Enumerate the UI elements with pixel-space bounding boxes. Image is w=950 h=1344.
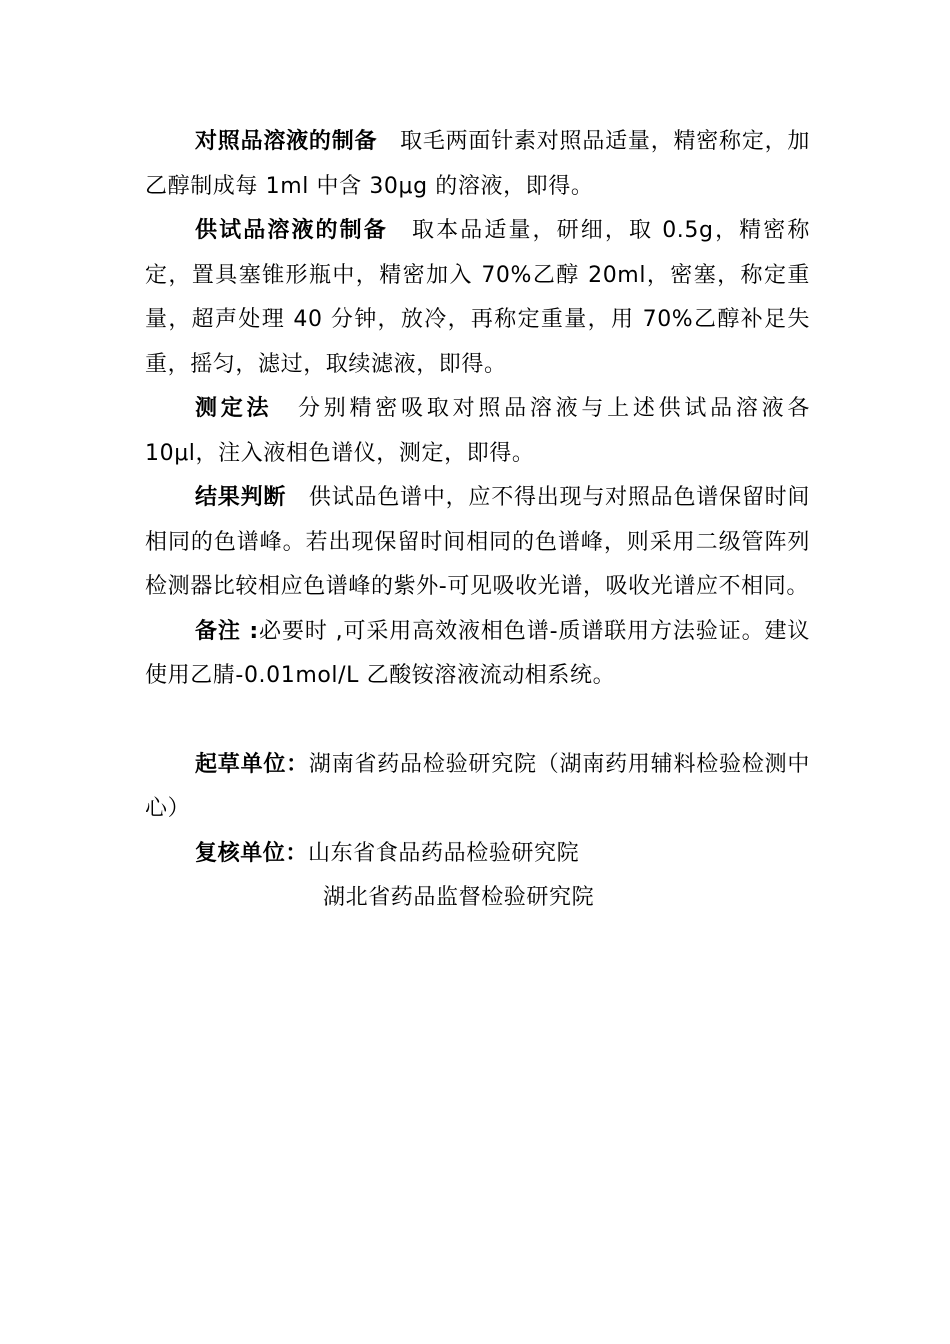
section-result-judgment xyxy=(145,476,810,610)
drafting-unit-text: 湖南省药品检验研究院（湖南药用辅料检验检测中心） xyxy=(145,751,810,821)
section-label: 对照品溶液的制备 xyxy=(195,129,378,154)
review-org-2: 湖北省药品监督检验研究院 xyxy=(323,885,595,910)
section-label: 备注 : xyxy=(195,618,259,644)
drafting-unit-label: 起草单位： xyxy=(195,751,309,777)
section-label: 测定法 xyxy=(195,396,273,421)
spacer xyxy=(145,699,810,743)
section-reference-solution xyxy=(145,120,810,209)
drafting-unit xyxy=(145,743,810,832)
section-text: 取本品适量，研细，取 0.5g，精密称定，置具塞锥形瓶中，精密加入 70%乙醇 20ml，密塞，称定重量，超声处理 40 分钟，放冷，再称定重量，用 70%乙醇补足失重，摇匀，滤过，取续滤液，即得。 xyxy=(145,218,810,377)
section-test-solution xyxy=(145,209,810,387)
review-org-1: 山东省食品药品检验研究院 xyxy=(308,840,580,866)
section-remarks xyxy=(145,610,810,699)
section-text: 取毛两面针素对照品适量，精密称定，加乙醇制成每 1ml 中含 30μg 的溶液，即得。 xyxy=(145,129,810,199)
review-unit-label: 复核单位： xyxy=(195,840,309,866)
section-text: 分别精密吸取对照品溶液与上述供试品溶液各 10μl，注入液相色谱仪，测定，即得。 xyxy=(145,396,810,466)
section-label: 供试品溶液的制备 xyxy=(195,218,388,243)
section-text: 必要时 ,可采用高效液相色谱-质谱联用方法验证。建议使用乙腈-0.01mol/L 乙酸铵溶液流动相系统。 xyxy=(145,618,810,688)
review-unit-continued xyxy=(145,876,810,921)
review-unit xyxy=(145,832,810,877)
section-determination xyxy=(145,387,810,476)
section-label: 结果判断 xyxy=(195,485,287,510)
document-page xyxy=(145,120,810,921)
section-text: 供试品色谱中，应不得出现与对照品色谱保留时间相同的色谱峰。若出现保留时间相同的色谱峰，则采用二级管阵列检测器比较相应色谱峰的紫外-可见吸收光谱，吸收光谱应不相同。 xyxy=(145,485,810,599)
